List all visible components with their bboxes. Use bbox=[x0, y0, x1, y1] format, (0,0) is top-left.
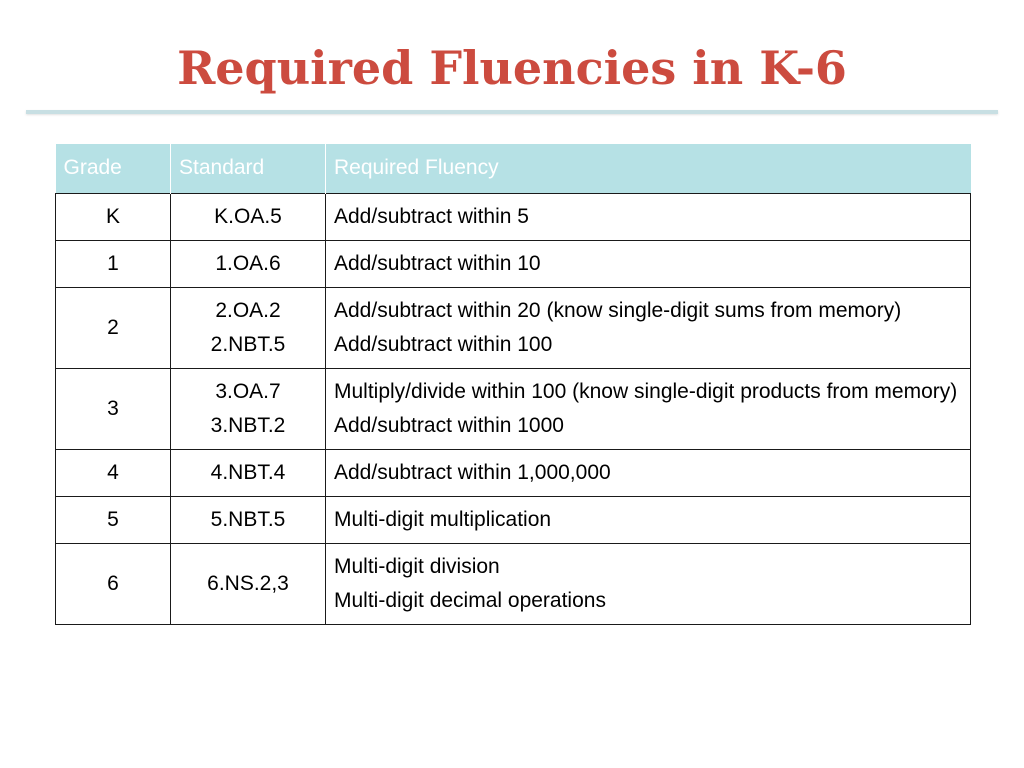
fluency-text: Add/subtract within 20 (know single-digit sums from memory) bbox=[334, 298, 902, 322]
page-title: Required Fluencies in K-6 bbox=[177, 41, 847, 95]
header-required-fluency: Required Fluency bbox=[326, 144, 971, 193]
standard-cell bbox=[171, 287, 326, 368]
fluency-text: Multi-digit multiplication bbox=[334, 507, 552, 531]
standard-code: 1.OA.6 bbox=[215, 251, 281, 275]
fluency-cell bbox=[326, 287, 971, 368]
standard-cell bbox=[171, 240, 326, 287]
fluency-cell bbox=[326, 193, 971, 240]
standard-cell bbox=[171, 496, 326, 543]
fluency-cell bbox=[326, 449, 971, 496]
standard-code: 2.OA.2 bbox=[215, 298, 281, 322]
standard-code: 2.NBT.5 bbox=[210, 332, 286, 356]
standard-code: 6.NS.2,3 bbox=[207, 571, 289, 595]
fluency-cell bbox=[326, 240, 971, 287]
fluency-text: Add/subtract within 5 bbox=[334, 204, 529, 228]
fluency-cell bbox=[326, 368, 971, 449]
table-row bbox=[56, 543, 971, 624]
fluency-cell bbox=[326, 543, 971, 624]
standard-cell bbox=[171, 368, 326, 449]
table-row bbox=[56, 193, 971, 240]
fluency-text: Multiply/divide within 100 (know single-digit products from memory) bbox=[334, 379, 958, 403]
grade-cell: 1 bbox=[56, 240, 171, 287]
header-standard: Standard bbox=[171, 144, 326, 193]
header-grade: Grade bbox=[56, 144, 171, 193]
fluency-text: Add/subtract within 1,000,000 bbox=[334, 460, 611, 484]
standard-code: 3.OA.7 bbox=[215, 379, 281, 403]
grade-cell: K bbox=[56, 193, 171, 240]
table-row bbox=[56, 368, 971, 449]
table-row bbox=[56, 496, 971, 543]
fluency-text: Multi-digit division bbox=[334, 554, 500, 578]
table-row bbox=[56, 287, 971, 368]
grade-cell: 6 bbox=[56, 543, 171, 624]
standard-code: K.OA.5 bbox=[214, 204, 282, 228]
standard-cell bbox=[171, 543, 326, 624]
table-row bbox=[56, 240, 971, 287]
fluency-text: Add/subtract within 100 bbox=[334, 332, 553, 356]
fluency-cell bbox=[326, 496, 971, 543]
standard-code: 4.NBT.4 bbox=[210, 460, 286, 484]
standard-cell bbox=[171, 449, 326, 496]
grade-cell: 4 bbox=[56, 449, 171, 496]
title-divider bbox=[26, 110, 998, 114]
grade-cell: 5 bbox=[56, 496, 171, 543]
standard-code: 3.NBT.2 bbox=[210, 413, 286, 437]
grade-cell: 2 bbox=[56, 287, 171, 368]
fluency-text: Add/subtract within 1000 bbox=[334, 413, 564, 437]
fluency-text: Add/subtract within 10 bbox=[334, 251, 541, 275]
grade-cell: 3 bbox=[56, 368, 171, 449]
table-header-row bbox=[56, 144, 971, 193]
standard-code: 5.NBT.5 bbox=[210, 507, 286, 531]
fluency-text: Multi-digit decimal operations bbox=[334, 588, 606, 612]
standard-cell bbox=[171, 193, 326, 240]
fluency-table bbox=[55, 144, 971, 625]
table-row bbox=[56, 449, 971, 496]
